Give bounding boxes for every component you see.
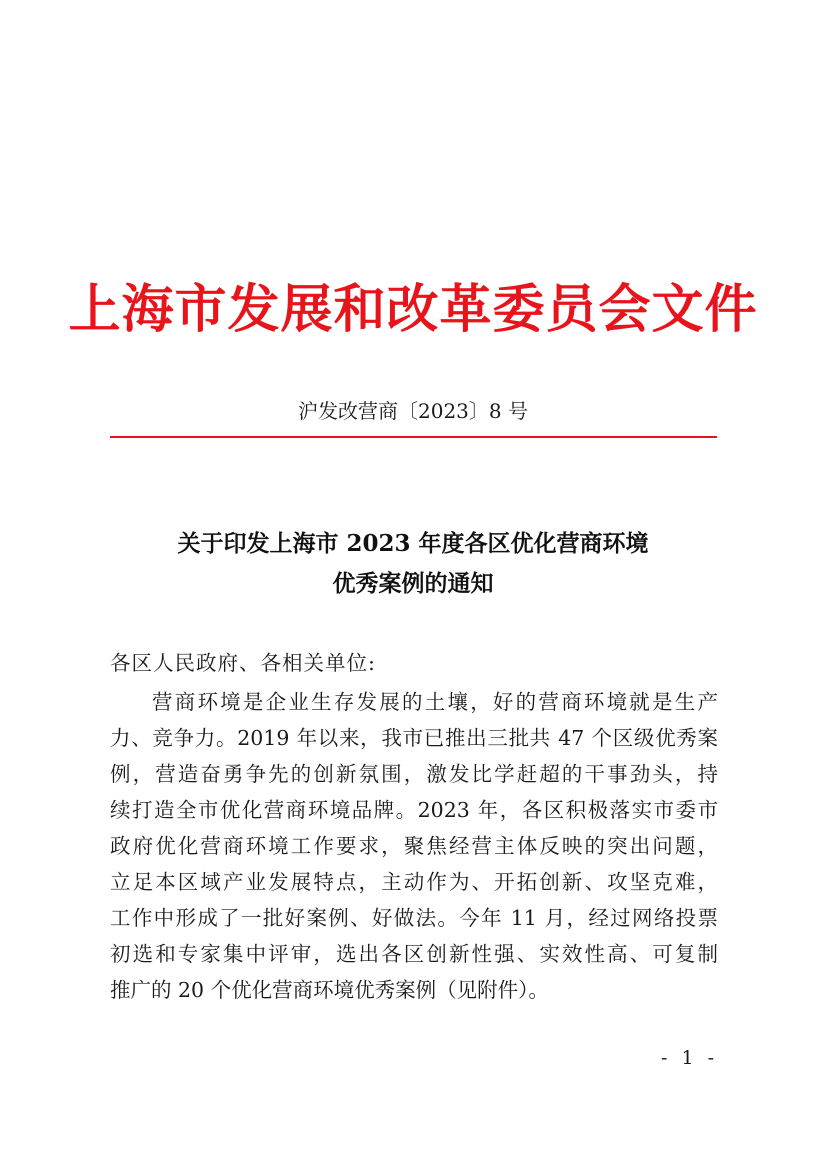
body-paragraph	[110, 684, 718, 1008]
paragraph-line: 初选和专家集中评审，选出各区创新性强、实效性高、可复制	[110, 942, 718, 966]
title-line-2: 优秀案例的通知	[332, 570, 494, 597]
paragraph-line: 推广的 20 个优化营商环境优秀案例（见附件）。	[110, 978, 549, 1002]
paragraph-line: 立足本区域产业发展特点，主动作为、开拓创新、攻坚克难，	[110, 870, 718, 894]
paragraph-line: 力、竞争力。2019 年以来，我市已推出三批共 47 个区级优秀案	[110, 726, 718, 750]
paragraph-line: 工作中形成了一批好案例、好做法。今年 11 月，经过网络投票	[110, 906, 718, 930]
issuer-header: 上海市发展和改革委员会文件	[68, 279, 758, 340]
document-title	[0, 524, 826, 604]
document-number: 沪发改营商〔2023〕8 号	[298, 399, 528, 423]
paragraph-line: 续打造全市优化营商环境品牌。2023 年，各区积极落实市委市	[110, 798, 718, 822]
title-line-1: 关于印发上海市 2023 年度各区优化营商环境	[177, 530, 649, 557]
paragraph-line: 营商环境是企业生存发展的土壤，好的营商环境就是生产	[152, 690, 718, 714]
salutation: 各区人民政府、各相关单位:	[110, 651, 376, 675]
paragraph-line: 例，营造奋勇争先的创新氛围，激发比学赶超的干事劲头，持	[110, 762, 718, 786]
paragraph-line: 政府优化营商环境工作要求，聚焦经营主体反映的突出问题，	[110, 834, 718, 858]
red-divider-line	[110, 436, 717, 438]
page-number: - 1 -	[660, 1047, 718, 1069]
